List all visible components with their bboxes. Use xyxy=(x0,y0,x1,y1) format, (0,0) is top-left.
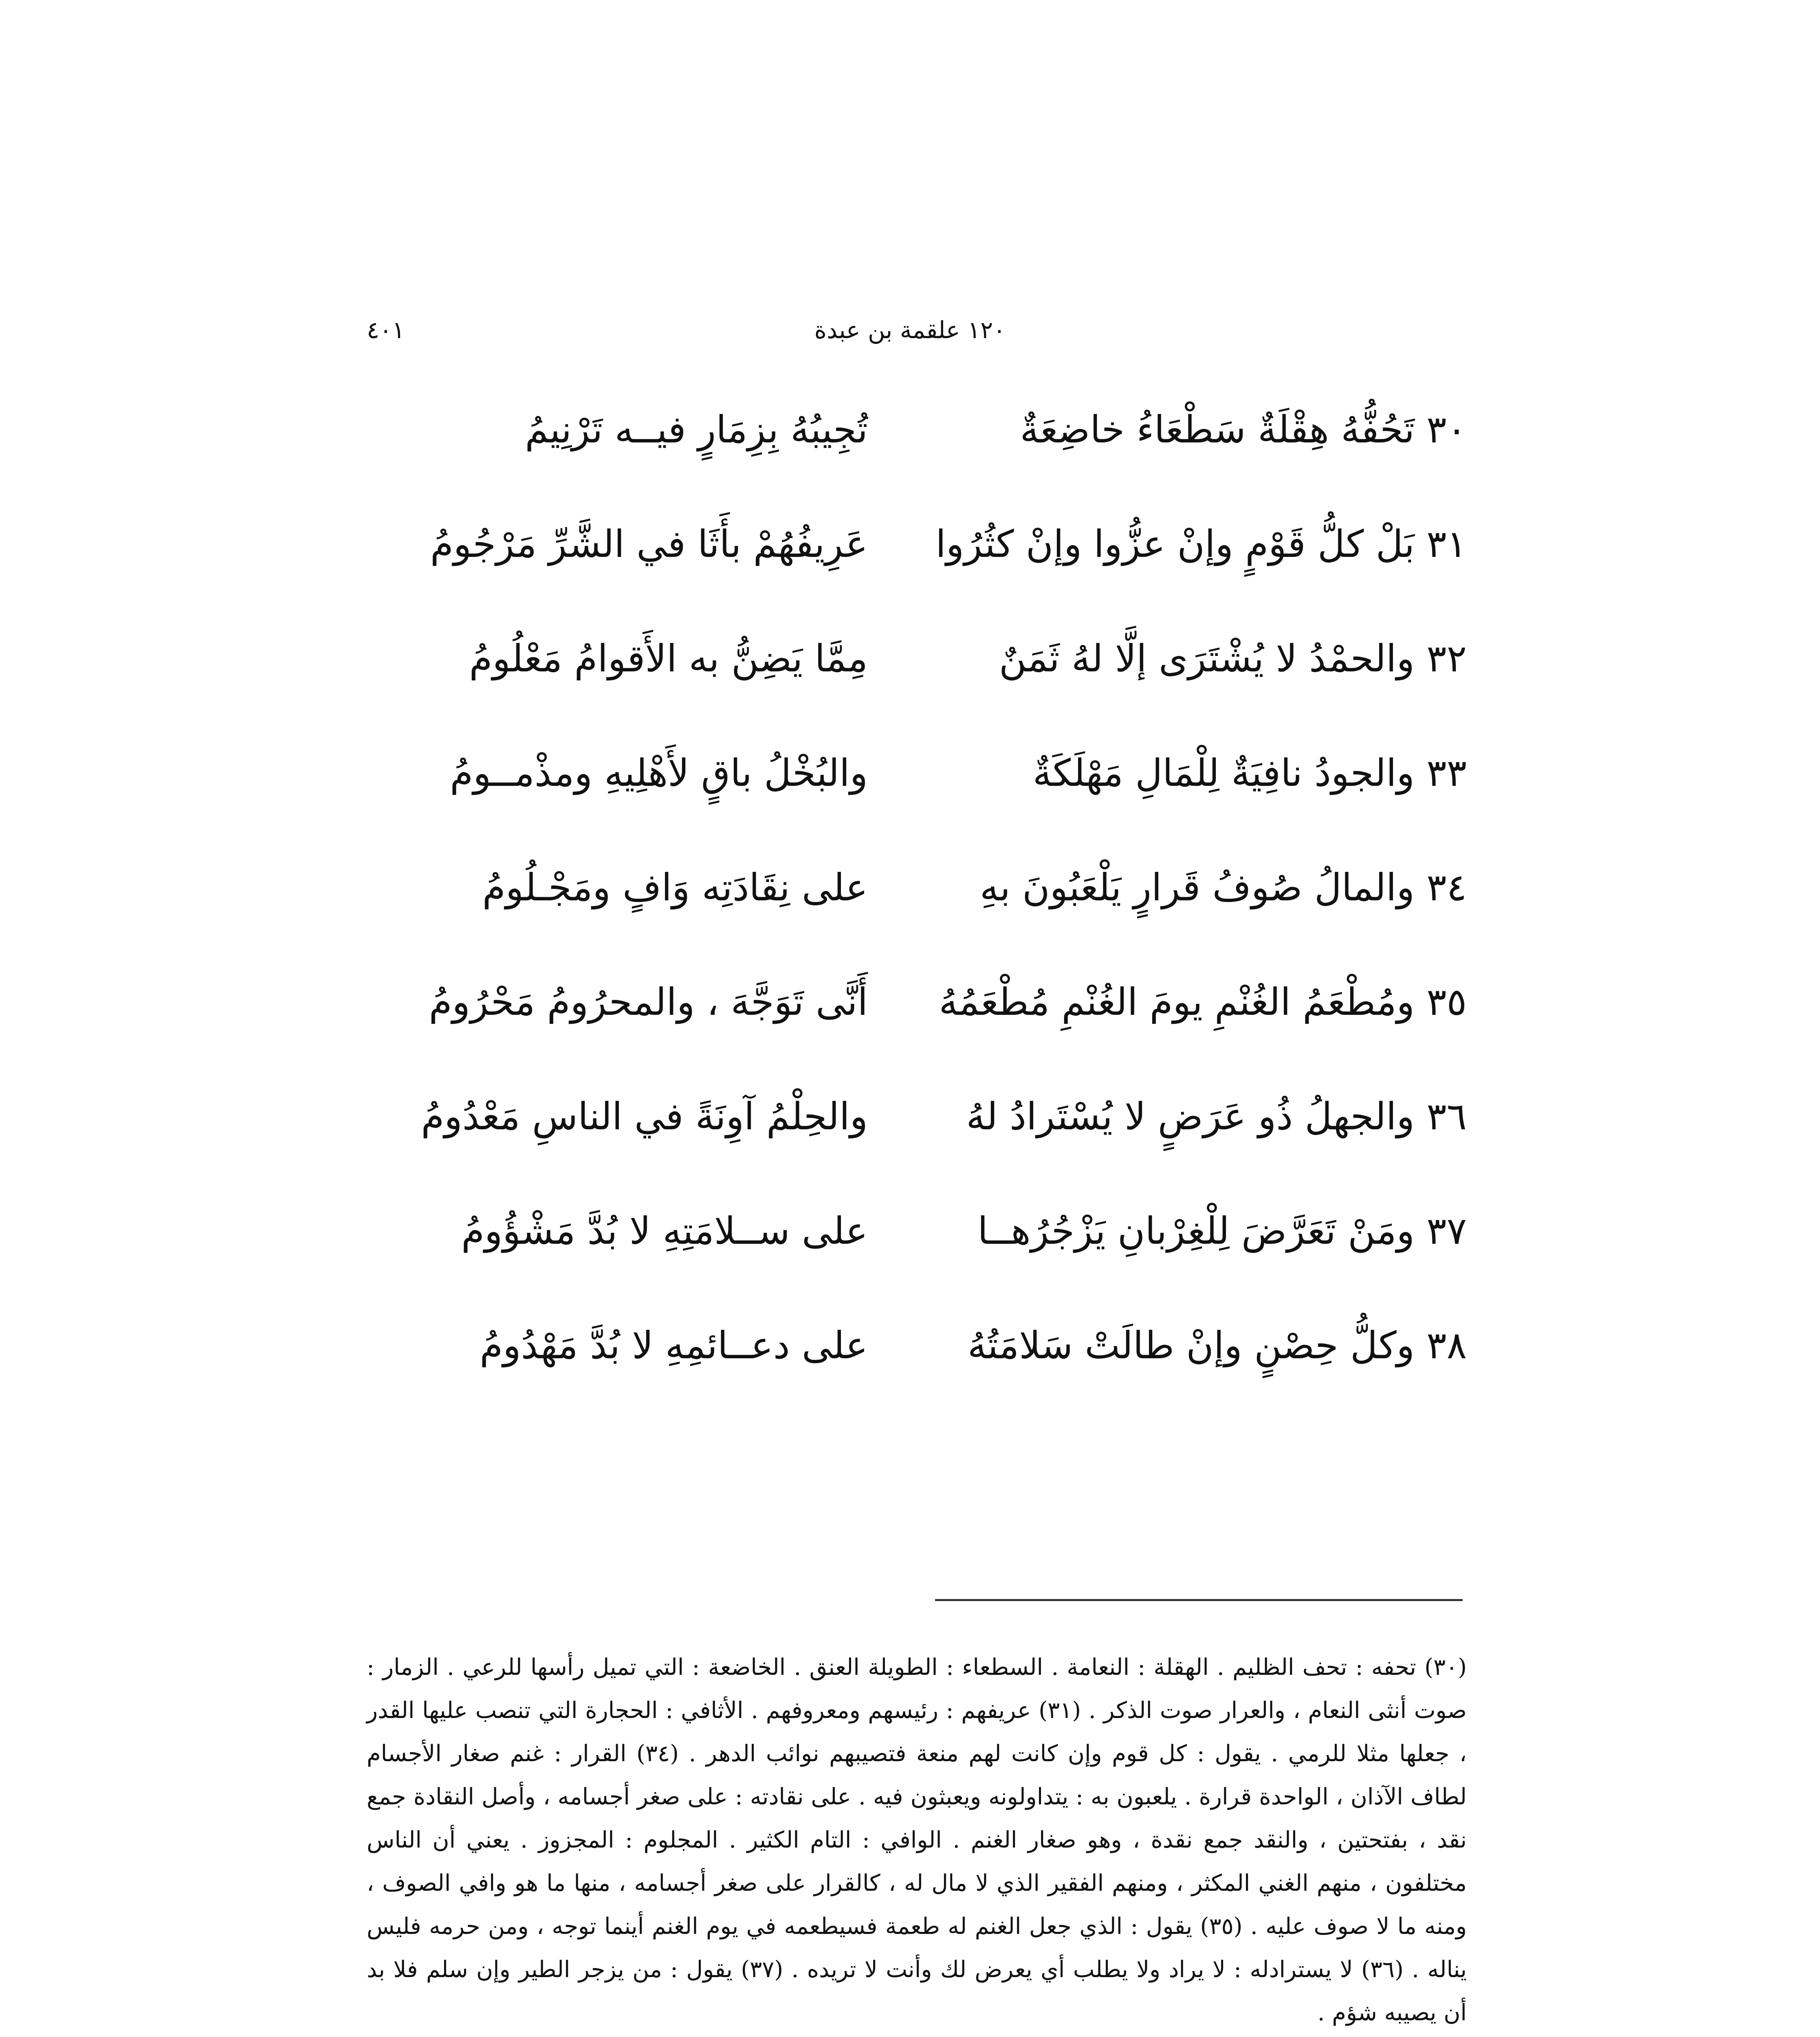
verse-32 xyxy=(375,632,1467,747)
verse-33 xyxy=(375,747,1467,861)
verse-37 xyxy=(375,1205,1467,1319)
verse-second-hemistich: والحِلْمُ آوِنَةً في الناسِ مَعْدُومُ xyxy=(421,1095,868,1138)
verse-second-hemistich: مِمَّا يَضِنُّ به الأَقوامُ مَعْلُومُ xyxy=(469,637,868,680)
verse-first-hemistich: ٣٣ والجودُ نافِيَةٌ لِلْمَالِ مَهْلَكَةٌ xyxy=(1032,751,1467,795)
verse-first-hemistich: ٣٤ والمالُ صُوفُ قَرارٍ يَلْعَبُونَ بهِ xyxy=(979,866,1467,909)
verse-first-hemistich: ٣١ بَلْ كلُّ قَوْمٍ وإنْ عزُّوا وإنْ كثُرُوا xyxy=(935,522,1467,566)
verse-first-hemistich: ٣٢ والحمْدُ لا يُشْتَرَى إلَّا لهُ ثَمَنٌ xyxy=(999,637,1467,680)
verse-first-hemistich: ٣٥ ومُطْعَمُ الغُنْمِ يومَ الغُنْمِ مُطْعَمُهُ xyxy=(939,980,1467,1024)
verse-second-hemistich: أَنَّى تَوَجَّهَ ، والمحرُومُ مَحْرُومُ xyxy=(429,980,868,1024)
verse-34 xyxy=(375,861,1467,976)
verse-35 xyxy=(375,976,1467,1090)
verse-second-hemistich: على نِقَادَتِه وَافٍ ومَجْـلُومُ xyxy=(482,866,868,909)
verse-36 xyxy=(375,1090,1467,1205)
verse-31 xyxy=(375,518,1467,632)
verse-first-hemistich: ٣٦ والجهلُ ذُو عَرَضٍ لا يُسْتَرادُ لهُ xyxy=(966,1095,1467,1138)
verse-second-hemistich: والبُخْلُ باقٍ لأَهْلِيهِ ومذْمــومُ xyxy=(450,751,868,795)
verse-38 xyxy=(375,1319,1467,1434)
verse-second-hemistich: تُجِيبُهُ بِزِمَارٍ فيــه تَرْنِيمُ xyxy=(525,408,868,451)
verse-first-hemistich: ٣٧ ومَنْ تَعَرَّضَ لِلْغِرْبانِ يَزْجُرُهــا xyxy=(977,1209,1467,1253)
footnote-divider xyxy=(935,1599,1463,1601)
verse-second-hemistich: على ســلامَتِهِ لا بُدَّ مَشْؤُومُ xyxy=(461,1209,868,1253)
verse-first-hemistich: ٣٠ تَحُفُّهُ هِقْلَةٌ سَطْعَاءُ خاضِعَةٌ xyxy=(1020,408,1467,451)
footnotes: (٣٠) تحفه : تحف الظليم . الهقلة : النعامة . السطعاء : الطويلة العنق . الخاضعة : التي تميل رأسها للرعي . الزمار : صوت أنثى النعام ، والعرار صوت الذكر . (٣١) عريفهم : رئيسهم ومعروفهم . الأثافي : الحجارة التي تنصب عليها القدر ، جعلها مثلا للرمي . يقول : كل قوم وإن كانت لهم منعة فتصيبهم نوائب الدهر . (٣٤) القرار : غنم صغار الأجسام لطاف الآذان ، الواحدة قرارة . يلعبون به : يتداولونه ويعبثون فيه . على نقادته : على صغر أجسامه ، وأصل النقادة جمع نقد ، بفتحتين ، والنقد جمع نقدة ، وهو صغار الغنم . الوافي : التام الكثير . المجلوم : المجزوز . يعني أن الناس مختلفون ، منهم الغني المكثر ، ومنهم الفقير الذي لا مال له ، كالقرار على صغر أجسامه ، منها ما هو وافي الصوف ، ومنه ما لا صوف عليه . (٣٥) يقول : الذي جعل الغنم له طعمة فسيطعمه في يوم الغنم أينما توجه ، ومن حرمه فليس يناله . (٣٦) لا يسترادله : لا يراد ولا يطلب أي يعرض لك وأنت لا تريده . (٣٧) يقول : من يزجر الطير وإن سلم فلا بد أن يصيبه شؤم . xyxy=(367,1654,1467,2026)
running-head: ١٢٠ علقمة بن عبدة xyxy=(814,316,1006,344)
page-number: ٤٠١ xyxy=(367,316,405,344)
verse-first-hemistich: ٣٨ وكلُّ حِصْنٍ وإنْ طالَتْ سَلامَتُهُ xyxy=(967,1324,1467,1367)
verse-second-hemistich: عَرِيفُهُمْ بأَثَا في الشَّرِّ مَرْجُومُ xyxy=(430,522,868,566)
poem-verses xyxy=(375,403,1467,1434)
verse-second-hemistich: على دعــائمِهِ لا بُدَّ مَهْدُومُ xyxy=(480,1324,868,1367)
verse-30 xyxy=(375,403,1467,518)
